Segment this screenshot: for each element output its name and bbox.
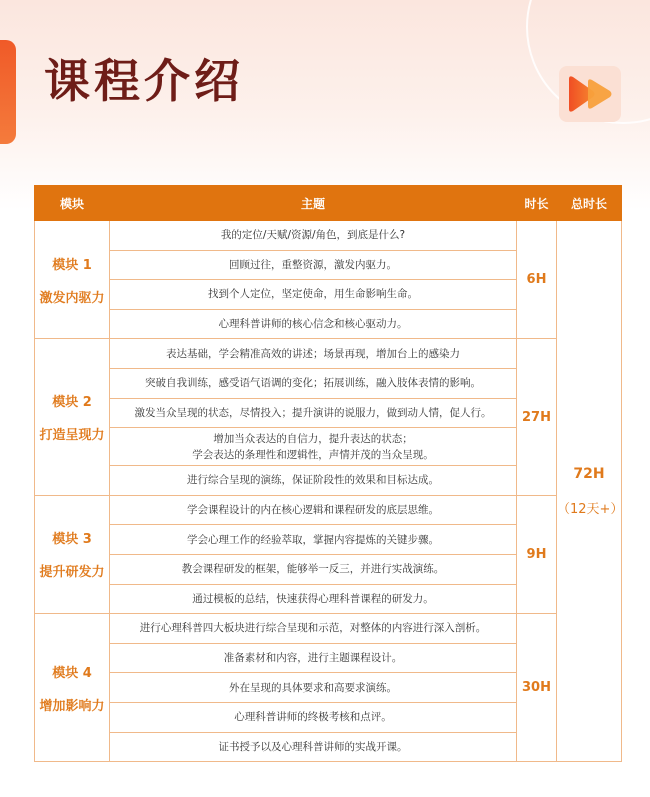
topic-cell xyxy=(110,309,517,339)
topic-cell xyxy=(110,525,517,555)
table-row xyxy=(35,339,622,369)
module-number: 模块 2 xyxy=(52,395,92,411)
course-table xyxy=(34,185,622,762)
table-row xyxy=(35,495,622,525)
topic-cell xyxy=(110,495,517,525)
table-header-row xyxy=(35,186,622,221)
page-title: 课程介绍 xyxy=(44,54,244,108)
header-duration: 时长 xyxy=(517,186,557,221)
topic-cell xyxy=(110,673,517,703)
topic-text: 学会心理工作的经验萃取，掌握内容提炼的关键步骤。 xyxy=(187,533,439,546)
topic-text: 证书授予以及心理科普讲师的实战开课。 xyxy=(218,740,408,753)
topic-text: 突破自我训练，感受语气语调的变化；拓展训练，融入肢体表情的影响。 xyxy=(145,377,481,390)
topic-text: 心理科普讲师的终极考核和点评。 xyxy=(234,711,392,724)
total-duration-note: （12天+） xyxy=(557,501,624,517)
table-row xyxy=(35,221,622,251)
topic-cell xyxy=(110,398,517,428)
module-cell xyxy=(35,339,110,495)
topic-text: 准备素材和内容，进行主题课程设计。 xyxy=(223,652,403,665)
topic-cell xyxy=(110,732,517,762)
module-name: 增加影响力 xyxy=(39,698,105,714)
topic-text: 增加当众表达的自信力，提升表达的状态； xyxy=(213,432,413,445)
topic-text: 进行综合呈现的演练，保证阶段性的效果和目标达成。 xyxy=(187,474,439,487)
module-number: 模块 4 xyxy=(52,665,92,681)
topic-cell xyxy=(110,643,517,673)
header-module: 模块 xyxy=(35,186,110,221)
module-cell xyxy=(35,495,110,613)
topic-text: 通过模板的总结，快速获得心理科普课程的研发力。 xyxy=(192,592,434,605)
module-number: 模块 3 xyxy=(52,532,92,548)
topic-cell xyxy=(110,554,517,584)
duration-cell: 27H xyxy=(517,339,557,495)
topic-cell xyxy=(110,339,517,369)
total-duration-cell xyxy=(557,221,622,762)
topic-cell xyxy=(110,221,517,251)
topic-cell xyxy=(110,368,517,398)
topic-text: 学会课程设计的内在核心逻辑和课程研发的底层思维。 xyxy=(187,504,439,517)
topic-cell xyxy=(110,428,517,466)
topic-cell xyxy=(110,466,517,496)
module-name: 提升研发力 xyxy=(39,565,105,581)
topic-text: 外在呈现的具体要求和高要求演练。 xyxy=(229,681,397,694)
module-cell xyxy=(35,614,110,762)
module-cell xyxy=(35,221,110,339)
table-row xyxy=(35,614,622,644)
accent-tab xyxy=(0,40,16,144)
header-topic: 主题 xyxy=(110,186,517,221)
duration-cell: 9H xyxy=(517,495,557,613)
total-duration-value: 72H xyxy=(573,465,605,482)
duration-cell: 6H xyxy=(517,221,557,339)
topic-text: 学会表达的条理性和逻辑性，声情并茂的当众呈现。 xyxy=(192,448,434,461)
topic-text: 教会课程研发的框架，能够举一反三，并进行实战演练。 xyxy=(181,563,445,576)
topic-cell xyxy=(110,250,517,280)
topic-text: 心理科普讲师的核心信念和核心驱动力。 xyxy=(218,318,408,331)
topic-text: 表达基础，学会精准高效的讲述；场景再现，增加台上的感染力 xyxy=(166,347,460,360)
header-total-duration: 总时长 xyxy=(557,186,622,221)
duration-cell: 30H xyxy=(517,614,557,762)
module-name: 打造呈现力 xyxy=(39,428,105,444)
topic-cell xyxy=(110,584,517,614)
topic-text: 我的定位/天赋/资源/角色，到底是什么? xyxy=(220,229,406,242)
topic-text: 回顾过往，重整资源，激发内驱力。 xyxy=(229,258,397,271)
topic-text: 找到个人定位，坚定使命，用生命影响生命。 xyxy=(208,288,418,301)
topic-cell xyxy=(110,614,517,644)
module-number: 模块 1 xyxy=(52,257,92,273)
topic-text: 激发当众呈现的状态，尽情投入；提升演讲的说服力，做到动人情，促人行。 xyxy=(134,406,492,419)
topic-cell xyxy=(110,702,517,732)
module-name: 激发内驱力 xyxy=(39,290,105,306)
double-play-icon xyxy=(559,66,621,122)
topic-cell xyxy=(110,280,517,310)
topic-text: 进行心理科普四大板块进行综合呈现和示范，对整体的内容进行深入剖析。 xyxy=(139,622,487,635)
